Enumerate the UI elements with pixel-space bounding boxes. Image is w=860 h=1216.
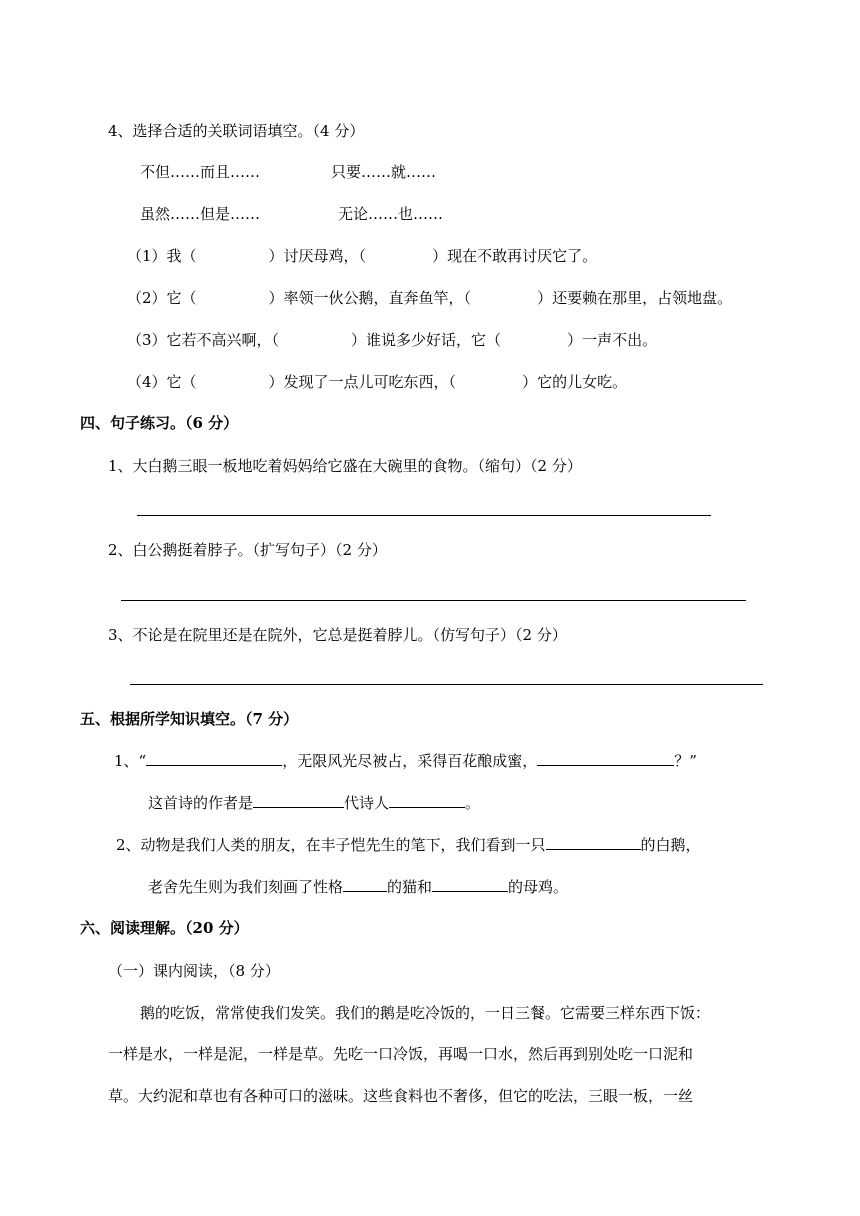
q4-item-text: （3）它若不高兴啊，（ [127,331,280,349]
blank-field[interactable] [537,751,674,766]
s5-text: 2、动物是我们人类的朋友，在丰子恺先生的笔下，我们看到一只 [116,836,546,854]
s5-line-3 [116,835,701,855]
q4-item-text: （2）它（ [127,289,197,307]
q4-option-2: 只要……就…… [331,163,437,181]
s5-line-4 [148,877,568,897]
answer-line[interactable] [137,515,711,516]
q4-heading: 4、选择合适的关联词语填空。（4 分） [108,122,365,140]
q4-item-text: ）发现了一点儿可吃东西，（ [268,373,457,391]
s5-text: ？” [674,752,697,770]
blank-field[interactable] [432,877,508,892]
q4-option-3: 虽然……但是…… [140,205,261,223]
s5-text: 。 [465,794,481,812]
blank-field[interactable] [253,793,344,808]
s5-text: 代诗人 [344,794,390,812]
q4-item-text: ）还要赖在那里，占领地盘。 [537,289,733,307]
s5-text: ，无限风光尽被占，采得百花酿成蜜， [282,752,538,770]
blank-field[interactable] [343,877,387,892]
q4-item-text: （1）我（ [127,247,197,265]
s5-text: 的母鸡。 [508,878,569,896]
q4-item-4 [127,372,627,392]
q4-option-4: 无论……也…… [338,205,444,223]
reading-paragraph-line-2: 一样是水，一样是泥，一样是草。先吃一口冷饭，再喝一口水，然后再到别处吃一口泥和 [108,1045,694,1063]
q4-item-3 [127,330,657,350]
q4-item-2 [127,288,732,308]
q4-item-1 [127,246,597,266]
s5-text: 的白鹅， [640,836,701,854]
answer-line[interactable] [121,600,746,601]
s5-line-2 [148,793,480,813]
section-5-heading: 五、根据所学知识填空。（7 分） [80,710,299,728]
q4-option-1: 不但……而且…… [140,163,261,181]
blank-field[interactable] [146,751,282,766]
s5-text: 这首诗的作者是 [148,794,254,812]
q4-item-text: ）率领一伙公鹅，直奔鱼竿，（ [268,289,472,307]
blank-field[interactable] [546,835,641,850]
q4-item-text: ）一声不出。 [567,331,658,349]
section-6-heading: 六、阅读理解。（20 分） [80,919,249,937]
s5-line-1 [114,751,697,771]
q4-item-text: ）讨厌母鸡，（ [268,247,367,265]
reading-paragraph-line-1: 鹅的吃饭，常常使我们发笑。我们的鹅是吃冷饭的，一日三餐。它需要三样东西下饭： [140,1004,711,1022]
reading-paragraph-line-3: 草。大约泥和草也有各种可口的滋味。这些食料也不奢侈，但它的吃法，三眼一板，一丝 [108,1087,694,1105]
s4-item-3: 3、不论是在院里还是在院外，它总是挺着脖儿。（仿写句子）（2 分） [108,626,567,644]
s5-text: 老舍先生则为我们刻画了性格 [148,878,344,896]
q4-item-text: ）现在不敢再讨厌它了。 [432,247,598,265]
q4-item-text: ）谁说多少好话，它（ [351,331,502,349]
q4-item-text: （4）它（ [127,373,197,391]
s6-subheading: （一）课内阅读，（8 分） [108,962,280,980]
s4-item-2: 2、白公鹅挺着脖子。（扩写句子）（2 分） [108,541,387,559]
answer-line[interactable] [130,684,763,685]
blank-field[interactable] [389,793,465,808]
s5-text: 1、“ [114,752,147,770]
s4-item-1: 1、大白鹅三眼一板地吃着妈妈给它盛在大碗里的食物。（缩句）（2 分） [108,457,582,475]
s5-text: 的猫和 [387,878,433,896]
section-4-heading: 四、句子练习。（6 分） [80,414,239,432]
q4-item-text: ）它的儿女吃。 [522,373,628,391]
